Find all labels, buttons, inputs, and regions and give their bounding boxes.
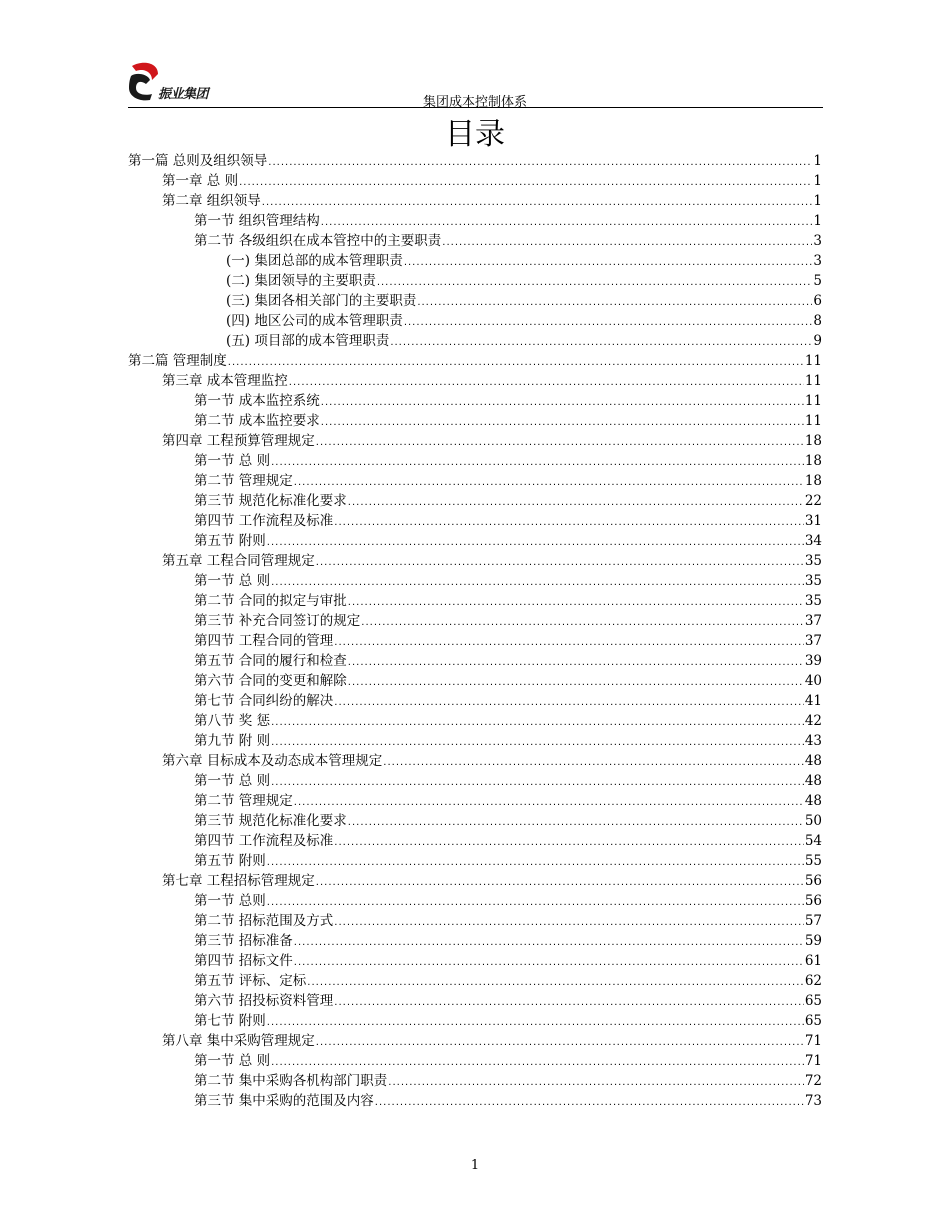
toc-entry[interactable] — [128, 351, 822, 371]
toc-entry[interactable] — [128, 651, 822, 671]
toc-entry-label: 第五章 工程合同管理规定 — [162, 553, 315, 569]
toc-entry-label: 第四节 工程合同的管理 — [194, 633, 334, 649]
toc-dot-leader — [316, 433, 804, 453]
toc-entry-label: 第二节 集中采购各机构部门职责 — [194, 1073, 388, 1089]
toc-entry-label: 第五节 评标、定标 — [194, 973, 307, 989]
toc-dot-leader — [268, 153, 812, 173]
toc-entry-page: 48 — [804, 773, 822, 789]
toc-entry-page: 8 — [813, 313, 822, 329]
toc-entry[interactable] — [128, 611, 822, 631]
toc-entry[interactable] — [128, 751, 822, 771]
toc-entry[interactable] — [128, 471, 822, 491]
toc-entry-label: 第二节 成本监控要求 — [194, 413, 320, 429]
toc-entry-page: 65 — [804, 993, 822, 1009]
header-title: 集团成本控制体系 — [422, 95, 527, 110]
toc-dot-leader — [383, 753, 804, 773]
toc-entry-label: 第一节 总 则 — [194, 773, 271, 789]
toc-entry[interactable] — [128, 551, 822, 571]
toc-entry[interactable] — [128, 271, 822, 291]
toc-entry-page: 11 — [804, 413, 822, 429]
toc-entry-page: 43 — [804, 733, 822, 749]
toc-dot-leader — [321, 413, 804, 433]
toc-entry-label: 第三节 规范化标准化要求 — [194, 813, 347, 829]
toc-entry-label: 第八节 奖 惩 — [194, 713, 271, 729]
toc-dot-leader — [334, 513, 804, 533]
toc-dot-leader — [267, 893, 804, 913]
toc-entry[interactable] — [128, 851, 822, 871]
toc-dot-leader — [334, 633, 804, 653]
toc-entry-label: 第三节 规范化标准化要求 — [194, 493, 347, 509]
toc-entry-label: 第七节 合同纠纷的解决 — [194, 693, 334, 709]
toc-dot-leader — [348, 813, 804, 833]
toc-entry-label: 第四节 工作流程及标准 — [194, 833, 334, 849]
toc-dot-leader — [316, 873, 804, 893]
toc-entry-label: 第一节 总 则 — [194, 453, 271, 469]
toc-entry-page: 71 — [804, 1033, 822, 1049]
toc-entry[interactable] — [128, 1051, 822, 1071]
toc-entry[interactable] — [128, 671, 822, 691]
toc-entry-label: 第三节 补充合同签订的规定 — [194, 613, 361, 629]
toc-entry-label: 第三节 招标准备 — [194, 933, 293, 949]
toc-entry-page: 18 — [804, 453, 822, 469]
toc-entry-page: 42 — [804, 713, 822, 729]
toc-dot-leader — [271, 573, 804, 593]
toc-entry-label: 第三章 成本管理监控 — [162, 373, 288, 389]
toc-entry-label: 第六节 招投标资料管理 — [194, 993, 334, 1009]
toc-entry-label: 第五节 合同的履行和检查 — [194, 653, 347, 669]
toc-entry[interactable] — [128, 991, 822, 1011]
toc-entry[interactable] — [128, 511, 822, 531]
toc-entry-page: 1 — [813, 213, 822, 229]
toc-entry-page: 9 — [813, 333, 822, 349]
toc-entry-page: 11 — [804, 373, 822, 389]
toc-entry-label: 第七章 工程招标管理规定 — [162, 873, 315, 889]
toc-entry-label: (四) 地区公司的成本管理职责 — [226, 313, 403, 329]
toc-dot-leader — [375, 1093, 804, 1113]
toc-entry-page: 3 — [813, 233, 822, 249]
toc-entry[interactable] — [128, 631, 822, 651]
toc-dot-leader — [267, 853, 804, 873]
toc-entry-page: 61 — [804, 953, 822, 969]
toc-entry[interactable] — [128, 411, 822, 431]
toc-dot-leader — [442, 233, 812, 253]
toc-entry-label: 第七节 附则 — [194, 1013, 266, 1029]
toc-entry[interactable] — [128, 871, 822, 891]
toc-entry-page: 11 — [804, 353, 822, 369]
toc-entry[interactable] — [128, 731, 822, 751]
toc-entry-label: 第八章 集中采购管理规定 — [162, 1033, 315, 1049]
toc-entry[interactable] — [128, 811, 822, 831]
toc-entry[interactable] — [128, 431, 822, 451]
toc-entry-page: 59 — [804, 933, 822, 949]
toc-entry[interactable] — [128, 971, 822, 991]
toc-entry-label: 第六节 合同的变更和解除 — [194, 673, 347, 689]
toc-dot-leader — [294, 933, 804, 953]
toc-dot-leader — [404, 253, 813, 273]
toc-entry[interactable] — [128, 331, 822, 351]
toc-dot-leader — [316, 1033, 804, 1053]
toc-entry[interactable] — [128, 211, 822, 231]
toc-dot-leader — [334, 913, 804, 933]
toc-entry-label: 第二篇 管理制度 — [128, 353, 227, 369]
toc-entry-label: 第四节 工作流程及标准 — [194, 513, 334, 529]
toc-entry-page: 65 — [804, 1013, 822, 1029]
toc-entry-label: 第六章 目标成本及动态成本管理规定 — [162, 753, 383, 769]
toc-entry-label: 第一节 总 则 — [194, 1053, 271, 1069]
toc-entry-page: 72 — [804, 1073, 822, 1089]
toc-dot-leader — [228, 353, 804, 373]
toc-entry[interactable] — [128, 691, 822, 711]
toc-dot-leader — [348, 493, 804, 513]
toc-dot-leader — [334, 993, 804, 1013]
toc-entry-page: 22 — [804, 493, 822, 509]
toc-dot-leader — [294, 953, 804, 973]
toc-entry-label: 第一章 总 则 — [162, 173, 239, 189]
toc-entry-page: 31 — [804, 513, 822, 529]
toc-entry-page: 18 — [804, 473, 822, 489]
toc-dot-leader — [267, 1013, 804, 1033]
toc-dot-leader — [262, 193, 813, 213]
toc-entry-page: 18 — [804, 433, 822, 449]
toc-entry-label: 第二节 招标范围及方式 — [194, 913, 334, 929]
toc-dot-leader — [239, 173, 812, 193]
toc-entry-label: 第四章 工程预算管理规定 — [162, 433, 315, 449]
toc-entry-page: 3 — [813, 253, 822, 269]
toc-dot-leader — [361, 613, 804, 633]
toc-entry[interactable] — [128, 711, 822, 731]
toc-entry-page: 11 — [804, 393, 822, 409]
toc-entry-label: 第二节 合同的拟定与审批 — [194, 593, 347, 609]
toc-entry-page: 48 — [804, 793, 822, 809]
toc-dot-leader — [294, 473, 804, 493]
toc-dot-leader — [348, 653, 804, 673]
toc-entry[interactable] — [128, 531, 822, 551]
toc-entry[interactable] — [128, 1031, 822, 1051]
toc-entry-page: 1 — [813, 193, 822, 209]
toc-entry-label: 第一节 总则 — [194, 893, 266, 909]
toc-entry-label: 第三节 集中采购的范围及内容 — [194, 1093, 374, 1109]
toc-entry[interactable] — [128, 311, 822, 331]
toc-entry-label: 第二节 管理规定 — [194, 473, 293, 489]
toc-entry-page: 57 — [804, 913, 822, 929]
toc-dot-leader — [417, 293, 812, 313]
toc-entry[interactable] — [128, 451, 822, 471]
toc-entry[interactable] — [128, 951, 822, 971]
toc-entry[interactable] — [128, 171, 822, 191]
toc-entry-page: 35 — [804, 573, 822, 589]
toc-dot-leader — [271, 773, 804, 793]
toc-entry-page: 50 — [804, 813, 822, 829]
page-number: 1 — [470, 1158, 480, 1173]
toc-entry[interactable] — [128, 571, 822, 591]
toc-entry-label: 第九节 附 则 — [194, 733, 271, 749]
toc-entry-label: 第一节 成本监控系统 — [194, 393, 320, 409]
toc-entry-page: 56 — [804, 873, 822, 889]
toc-entry-label: (一) 集团总部的成本管理职责 — [226, 253, 403, 269]
toc-entry-page: 56 — [804, 893, 822, 909]
toc-entry[interactable] — [128, 891, 822, 911]
toc-entry-label: 第二章 组织领导 — [162, 193, 261, 209]
toc-entry[interactable] — [128, 371, 822, 391]
toc-dot-leader — [348, 593, 804, 613]
toc-entry-page: 39 — [804, 653, 822, 669]
toc-dot-leader — [271, 713, 804, 733]
toc-entry-page: 73 — [804, 1093, 822, 1109]
toc-entry-page: 35 — [804, 593, 822, 609]
toc-dot-leader — [321, 213, 813, 233]
toc-entry[interactable] — [128, 191, 822, 211]
toc-entry[interactable] — [128, 771, 822, 791]
toc-entry[interactable] — [128, 151, 822, 171]
toc-entry[interactable] — [128, 1071, 822, 1091]
toc-dot-leader — [289, 373, 804, 393]
toc-entry-page: 55 — [804, 853, 822, 869]
toc-dot-leader — [271, 453, 804, 473]
toc-entry[interactable] — [128, 931, 822, 951]
toc-entry[interactable] — [128, 1091, 822, 1111]
toc-entry-label: (五) 项目部的成本管理职责 — [226, 333, 390, 349]
toc-entry-page: 62 — [804, 973, 822, 989]
toc-dot-leader — [404, 313, 813, 333]
toc-entry-page: 5 — [813, 273, 822, 289]
toc-entry-label: (三) 集团各相关部门的主要职责 — [226, 293, 417, 309]
toc-entry-page: 1 — [813, 153, 822, 169]
toc-dot-leader — [334, 693, 804, 713]
toc-entry[interactable] — [128, 251, 822, 271]
toc-entry-page: 48 — [804, 753, 822, 769]
toc-entry-label: 第一篇 总则及组织领导 — [128, 153, 268, 169]
toc-dot-leader — [321, 393, 804, 413]
toc-entry[interactable] — [128, 291, 822, 311]
toc-entry-label: 第一节 组织管理结构 — [194, 213, 320, 229]
table-of-contents — [128, 151, 822, 1111]
toc-entry[interactable] — [128, 831, 822, 851]
toc-entry-page: 71 — [804, 1053, 822, 1069]
toc-dot-leader — [307, 973, 804, 993]
toc-dot-leader — [377, 273, 813, 293]
toc-entry-page: 41 — [804, 693, 822, 709]
toc-heading: 目录 — [445, 117, 505, 152]
toc-dot-leader — [271, 733, 804, 753]
toc-entry-label: 第五节 附则 — [194, 533, 266, 549]
toc-dot-leader — [316, 553, 804, 573]
toc-entry-label: 第二节 各级组织在成本管控中的主要职责 — [194, 233, 442, 249]
toc-entry-page: 35 — [804, 553, 822, 569]
logo-wordmark: 振业集团 — [158, 87, 209, 102]
header-divider — [128, 107, 823, 108]
toc-entry[interactable] — [128, 911, 822, 931]
toc-entry[interactable] — [128, 591, 822, 611]
toc-entry-page: 1 — [813, 173, 822, 189]
toc-entry-label: 第二节 管理规定 — [194, 793, 293, 809]
toc-dot-leader — [271, 1053, 804, 1073]
toc-entry-label: (二) 集团领导的主要职责 — [226, 273, 376, 289]
toc-entry-page: 40 — [804, 673, 822, 689]
toc-dot-leader — [388, 1073, 804, 1093]
toc-entry-page: 54 — [804, 833, 822, 849]
toc-dot-leader — [348, 673, 804, 693]
toc-entry[interactable] — [128, 391, 822, 411]
toc-dot-leader — [334, 833, 804, 853]
toc-entry-page: 37 — [804, 633, 822, 649]
toc-entry-label: 第五节 附则 — [194, 853, 266, 869]
toc-entry[interactable] — [128, 231, 822, 251]
toc-dot-leader — [294, 793, 804, 813]
toc-entry-label: 第四节 招标文件 — [194, 953, 293, 969]
toc-entry[interactable] — [128, 491, 822, 511]
toc-entry-label: 第一节 总 则 — [194, 573, 271, 589]
toc-entry[interactable] — [128, 1011, 822, 1031]
toc-entry[interactable] — [128, 791, 822, 811]
toc-entry-page: 34 — [804, 533, 822, 549]
toc-entry-page: 37 — [804, 613, 822, 629]
toc-dot-leader — [390, 333, 812, 353]
toc-dot-leader — [267, 533, 804, 553]
toc-entry-page: 6 — [813, 293, 822, 309]
